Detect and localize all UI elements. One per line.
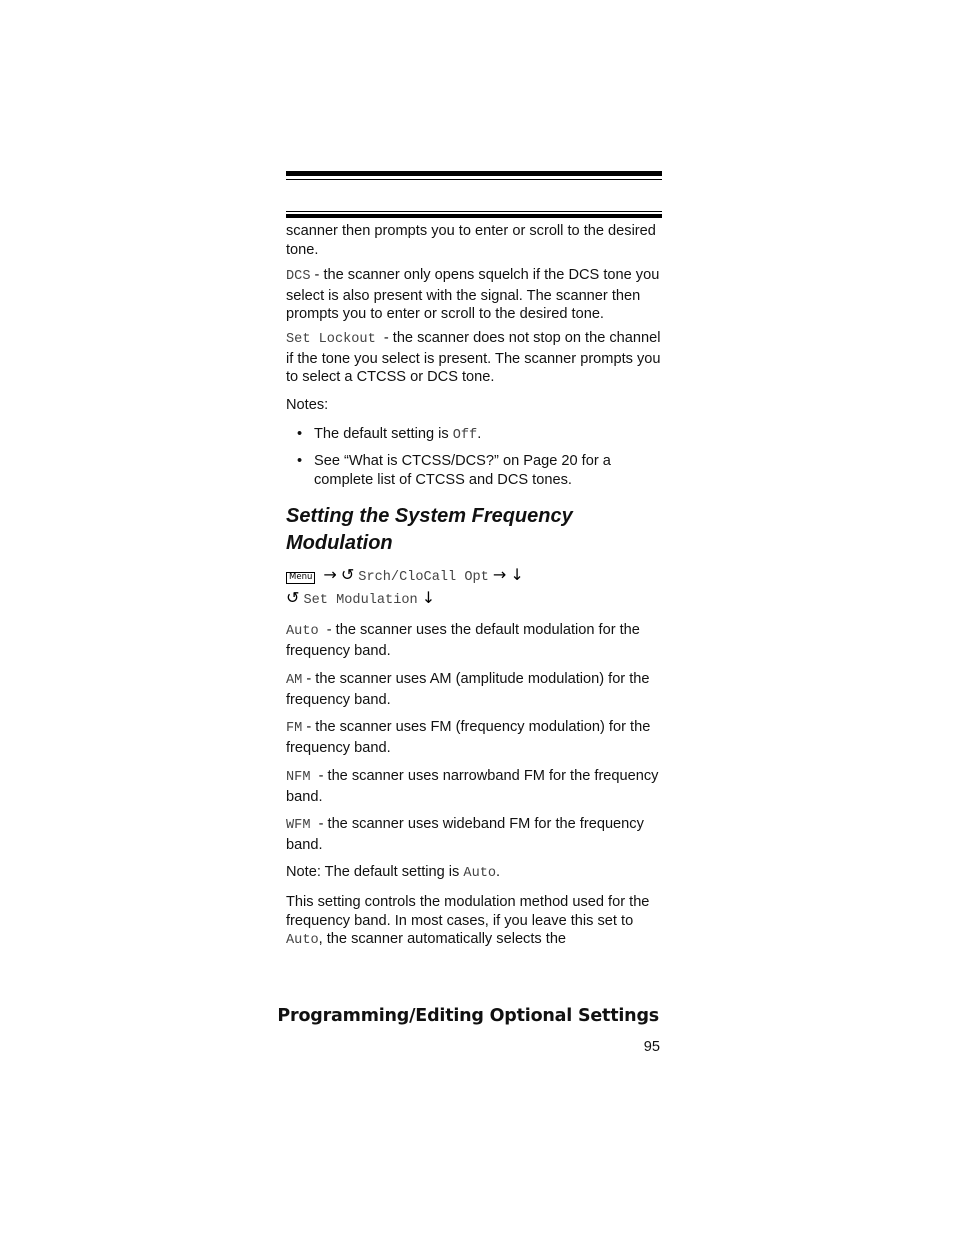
note-default-setting: Note: The default setting is Auto.: [286, 864, 501, 881]
option-auto: [286, 621, 664, 660]
footer-section-title: Programming/Editing Optional Settings: [277, 1006, 659, 1026]
closing-paragraph: This setting controls the modulation method used for the frequency band. In most cases, if you leave this set to Auto, the scanner automatically selects the: [286, 894, 650, 949]
option-desc: - the scanner only opens squelch if the DCS tone you select is also present with the signal. The scanner then prompts you to enter or scroll to the desired tone.: [286, 267, 660, 323]
option-desc: - the scanner uses wideband FM for the frequency band.: [286, 816, 648, 853]
option-dcs: [286, 266, 664, 324]
notes-item-default: • The default setting is Off.: [297, 426, 482, 443]
option-wfm: [286, 815, 664, 854]
option-set-lockout: [286, 329, 664, 387]
option-code: DCS: [286, 269, 311, 284]
rotate-knob-icon: ↺: [286, 588, 300, 607]
option-code: Auto: [286, 624, 319, 639]
notes-item-see-page: • See “What is CTCSS/DCS?” on Page 20 for a complete list of CTCSS and DCS tones.: [297, 453, 611, 488]
header-rule-thin-bottom: [286, 211, 662, 212]
option-desc: - the scanner does not stop on the channel if the tone you select is present. The scanner prompts you to select a CTCSS or DCS tone.: [286, 330, 665, 386]
rotate-knob-icon: ↺: [340, 565, 355, 584]
option-desc: - the scanner uses FM (frequency modulation) for the frequency band.: [286, 719, 651, 756]
menu-key-icon: Menu: [286, 572, 315, 584]
arrow-down-icon: ↓: [510, 565, 524, 584]
option-code: NFM: [286, 770, 311, 785]
bullet-icon: •: [297, 426, 303, 442]
header-rule-thick-bottom: [286, 214, 662, 218]
notes-label: Notes:: [286, 397, 329, 413]
menu-step-set-modulation: Set Modulation: [303, 593, 418, 608]
header-rule-thin-top: [286, 179, 662, 180]
option-fm: [286, 718, 664, 757]
option-desc: - the scanner uses AM (amplitude modulation) for the frequency band.: [286, 671, 650, 708]
page-number: 95: [643, 1039, 660, 1055]
option-code: FM: [286, 721, 303, 736]
menu-path-line-2: [286, 588, 435, 611]
option-am: [286, 670, 664, 709]
menu-path-line-1: [286, 565, 524, 588]
arrow-right-icon: →: [323, 565, 337, 584]
bullet-icon: •: [297, 453, 303, 469]
option-nfm: [286, 767, 664, 806]
option-desc: - the scanner uses the default modulation for the frequency band.: [286, 622, 644, 659]
option-desc: - the scanner uses narrowband FM for the frequency band.: [286, 768, 663, 805]
option-code: WFM: [286, 818, 311, 833]
intro-paragraph: scanner then prompts you to enter or scroll to the desired tone.: [286, 223, 656, 258]
arrow-down-icon: ↓: [421, 588, 436, 607]
option-code: AM: [286, 673, 303, 688]
menu-step-srch-clocall: Srch/CloCall Opt: [358, 570, 489, 585]
arrow-right-icon: →: [492, 565, 507, 584]
section-heading: Setting the System Frequency Modulation: [286, 505, 573, 554]
option-code: Set Lockout: [286, 332, 376, 347]
header-rule-thick-top: [286, 171, 662, 176]
